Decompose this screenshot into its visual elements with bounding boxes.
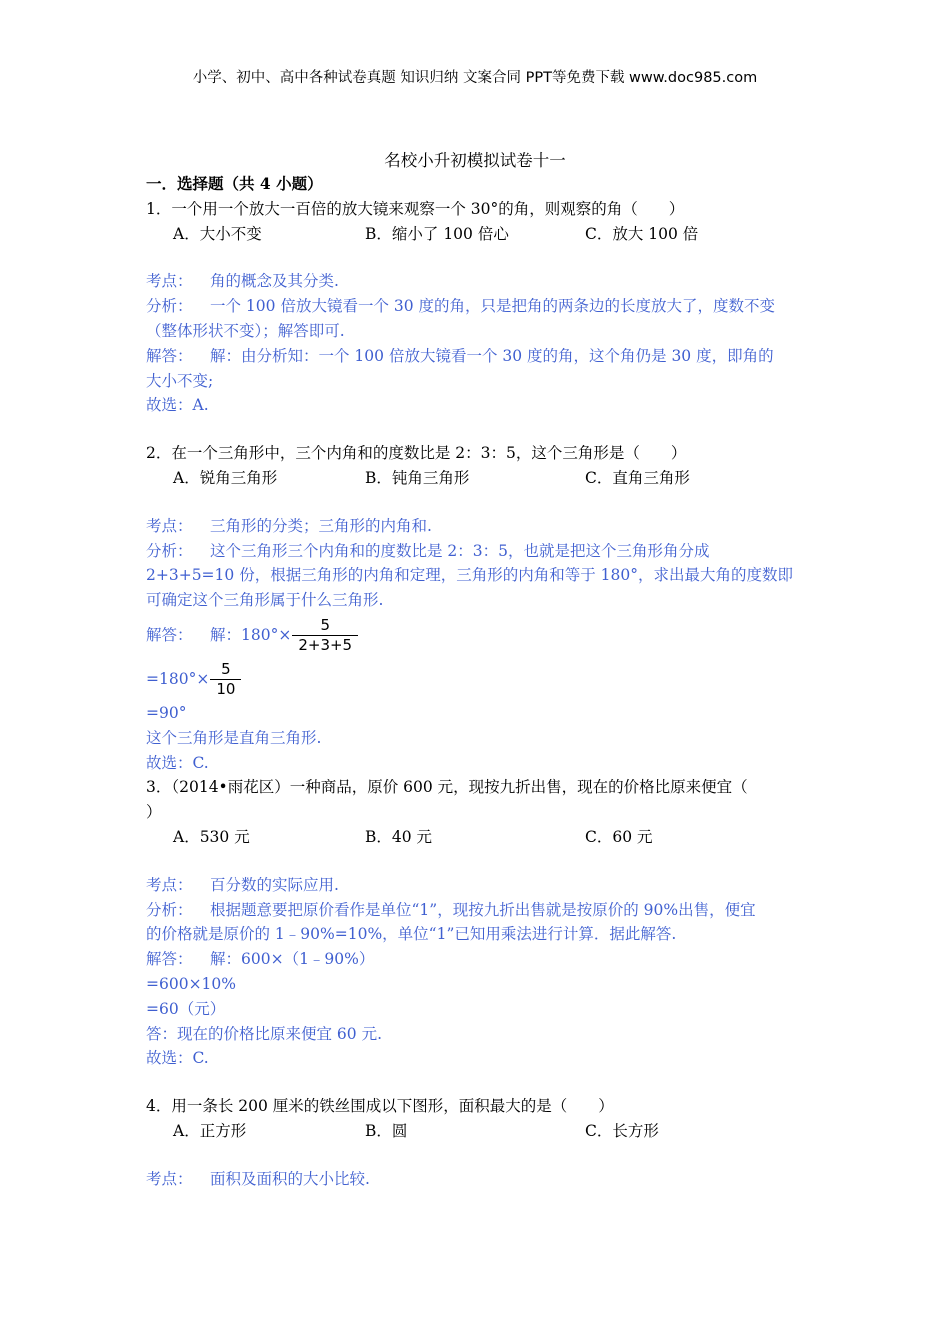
fenxi-text: 根据题意要把原价看作是单位“1”，现按九折出售就是按原价的 90%出售，便宜 — [210, 900, 756, 919]
question-2: 2．在一个三角形中，三个内角和的度数比是 2：3：5，这个三角形是（ ） — [146, 444, 687, 463]
question-4-options — [146, 1119, 811, 1144]
fenxi-text-3: 可确定这个三角形属于什么三角形. — [146, 591, 384, 610]
fraction-5-over-10 — [210, 660, 241, 699]
question-2-options — [146, 466, 811, 491]
kaodian-text: 百分数的实际应用. — [210, 875, 339, 894]
jieda-label: 解答： — [146, 625, 193, 644]
fenxi-label: 分析： — [146, 297, 193, 316]
jieda-text-2: 大小不变; — [146, 371, 214, 390]
option-b: B．圆 — [365, 1121, 408, 1140]
option-b: B．40 元 — [365, 827, 433, 846]
kaodian-text: 角的概念及其分类. — [210, 272, 339, 291]
answer-choice: 故选：A. — [146, 396, 209, 415]
fraction-5-over-sum — [292, 616, 358, 655]
jieda-text: 解：180°× — [210, 625, 292, 644]
option-c: C．60 元 — [585, 827, 653, 846]
question-3-analysis — [146, 873, 811, 1071]
option-a: A．530 元 — [173, 827, 250, 846]
question-1: 1．一个用一个放大一百倍的放大镜来观察一个 30°的角，则观察的角（ ） — [146, 199, 685, 218]
option-a: A．正方形 — [173, 1121, 247, 1140]
question-2-analysis — [146, 514, 811, 776]
step-2: =180°× — [146, 669, 210, 688]
fenxi-text-2: 2+3+5=10 份，根据三角形的内角和定理，三角形的内角和等于 180°，求出最大角的度数即 — [146, 566, 793, 585]
kaodian-label: 考点： — [146, 1169, 193, 1188]
kaodian-text: 三角形的分类；三角形的内角和. — [210, 516, 432, 535]
jieda-text: 解：由分析知：一个 100 倍放大镜看一个 30 度的角，这个角仍是 30 度，即角的 — [210, 346, 774, 365]
question-3-options — [146, 825, 811, 850]
jieda-label: 解答： — [146, 346, 193, 365]
option-c: C．直角三角形 — [585, 468, 690, 487]
option-c: C．长方形 — [585, 1121, 659, 1140]
answer-text: 答：现在的价格比原来便宜 60 元. — [146, 1024, 383, 1043]
fenxi-text: 一个 100 倍放大镜看一个 30 度的角，只是把角的两条边的长度放大了，度数不变 — [210, 297, 776, 316]
kaodian-label: 考点： — [146, 272, 193, 291]
fraction-denominator: 10 — [210, 679, 241, 699]
kaodian-label: 考点： — [146, 516, 193, 535]
step-3: =90° — [146, 703, 187, 722]
answer-choice: 故选：C. — [146, 1049, 209, 1068]
fraction-denominator: 2+3+5 — [292, 635, 358, 655]
page-header: 小学、初中、高中各种试卷真题 知识归纳 文案合同 PPT等免费下载 www.doc985.com — [192, 70, 758, 86]
question-3-cont: ） — [146, 803, 162, 822]
content — [146, 172, 811, 1192]
question-4-analysis — [146, 1167, 811, 1192]
question-3: 3．（2014•雨花区）一种商品，原价 600 元，现按九折出售，现在的价格比原来便宜（ — [146, 778, 748, 797]
kaodian-text: 面积及面积的大小比较. — [210, 1169, 370, 1188]
option-a: A．大小不变 — [173, 224, 262, 243]
fraction-numerator: 5 — [221, 660, 231, 679]
page-title: 名校小升初模拟试卷十一 — [384, 151, 566, 170]
question-1-options — [146, 222, 811, 247]
answer-choice: 故选：C. — [146, 753, 209, 772]
question-4: 4．用一条长 200 厘米的铁丝围成以下图形，面积最大的是（ ） — [146, 1097, 614, 1116]
step-2: =600×10% — [146, 974, 237, 993]
fenxi-text: 这个三角形三个内角和的度数比是 2：3：5，也就是把这个三角形角分成 — [210, 541, 710, 560]
fenxi-label: 分析： — [146, 900, 193, 919]
fraction-numerator: 5 — [320, 616, 330, 635]
fenxi-text-2: 的价格就是原价的 1﹣90%=10%，单位“1”已知用乘法进行计算．据此解答. — [146, 925, 677, 944]
kaodian-label: 考点： — [146, 875, 193, 894]
option-b: B．钝角三角形 — [365, 468, 470, 487]
section-title: 一．选择题（共 4 小题） — [146, 174, 323, 193]
conclusion: 这个三角形是直角三角形. — [146, 728, 322, 747]
jieda-text: 解：600×（1﹣90%） — [210, 950, 375, 969]
question-1-analysis — [146, 269, 811, 418]
fenxi-text-2: （整体形状不变）；解答即可. — [146, 321, 345, 340]
fenxi-label: 分析： — [146, 541, 193, 560]
step-3: =60（元） — [146, 999, 226, 1018]
jieda-label: 解答： — [146, 950, 193, 969]
option-c: C．放大 100 倍 — [585, 224, 699, 243]
option-b: B．缩小了 100 倍心 — [365, 224, 509, 243]
option-a: A．锐角三角形 — [173, 468, 278, 487]
